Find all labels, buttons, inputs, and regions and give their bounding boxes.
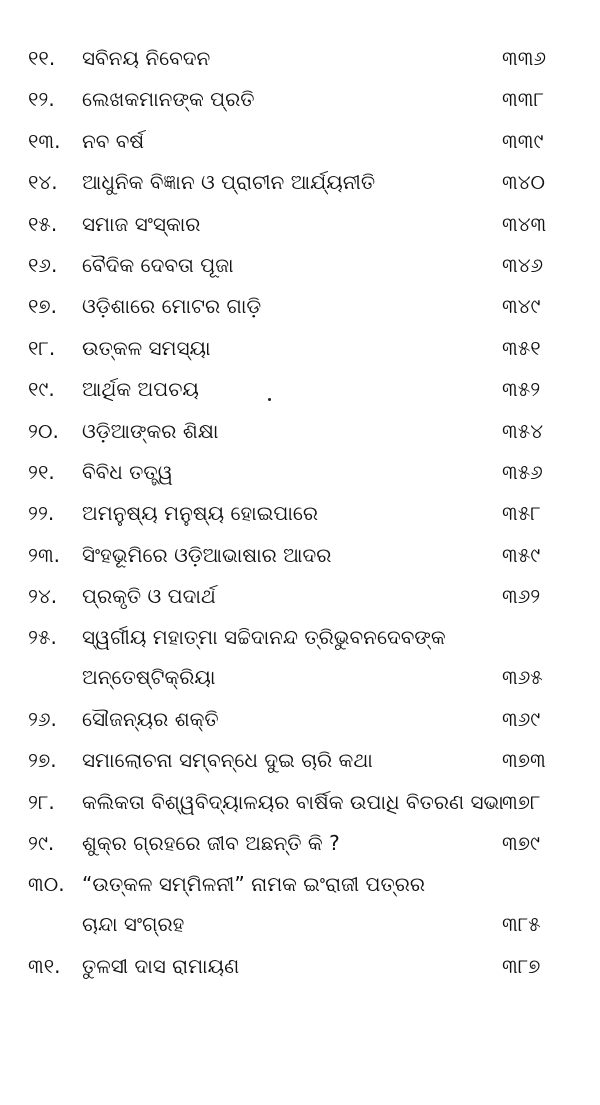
entry-page-number: ୩୭୩	[502, 748, 546, 773]
entry-title-line: ଉତ୍କଳ ସମସ୍ୟା	[82, 335, 211, 360]
entry-number: ୧୭.	[28, 294, 58, 319]
entry-page-number: ୩୮୫	[502, 912, 541, 937]
entry-page-number: ୩୪୯	[502, 294, 541, 319]
entry-page-number: ୩୭୯	[502, 831, 540, 856]
entry-title-line: ଆର୍ଥିକ ଅପଚୟ	[82, 377, 199, 402]
toc-entry	[28, 85, 568, 113]
entry-title-line: କଲିକତା ବିଶ୍ୱବିଦ୍ୟାଳୟର ବାର୍ଷିକ ଉପାଧି ବିତରଣ ସଭା	[82, 789, 504, 814]
toc-entry	[28, 251, 568, 279]
entry-number: ୨୩.	[28, 542, 61, 567]
entry-number: ୨୭.	[28, 748, 57, 773]
toc-entry	[28, 168, 568, 196]
entry-title	[82, 375, 568, 403]
entry-title-line: ଆଧୁନିକ ବିଜ୍ଞାନ ଓ ପ୍ରାଚୀନ ଆର୍ଯ୍ୟନୀତି	[82, 170, 376, 195]
entry-page-number: ୩୪୦	[502, 170, 546, 195]
entry-title	[82, 85, 568, 113]
entry-page-number: ୩୬୫	[502, 665, 543, 690]
entry-title	[82, 499, 568, 527]
toc-entry	[28, 705, 568, 733]
entry-title	[82, 251, 568, 279]
entry-title-line: ଓଡ଼ିଆଙ୍କର ଶିକ୍ଷା	[82, 418, 219, 443]
entry-title-line: ସମାଜ ସଂସ୍କାର	[82, 211, 201, 236]
toc-entry	[28, 870, 568, 938]
entry-title-line: ସ୍ୱର୍ଗୀୟ ମହାତ୍ମା ସଚ୍ଚିଦାନନ୍ଦ ତ୍ରିଭୁବନଦେବଙ୍କ	[82, 625, 446, 650]
entry-number: ୧୪.	[28, 170, 58, 195]
table-of-contents	[28, 44, 568, 993]
toc-entry	[28, 952, 568, 980]
entry-title	[82, 829, 568, 857]
entry-title	[82, 458, 568, 486]
entry-number: ୨୬.	[28, 706, 57, 731]
entry-number: ୧୮.	[28, 335, 56, 360]
entry-title	[82, 292, 568, 320]
entry-title-line: ବୈଦିକ ଦେବତା ପୂଜା	[82, 252, 234, 277]
entry-title-line: ଲେଖକମାନଙ୍କ ପ୍ରତି	[82, 87, 255, 112]
entry-page-number: ୩୮୭	[502, 953, 541, 978]
toc-entry	[28, 210, 568, 238]
entry-number: ୩୦.	[28, 872, 65, 897]
entry-title-line: ବିବିଧ ତତ୍ତ୍ୱ	[82, 459, 173, 484]
entry-title-line: ସବିନୟ ନିବେଦନ	[82, 46, 211, 70]
entry-title	[82, 417, 568, 445]
toc-entry	[28, 334, 568, 362]
toc-entry	[28, 829, 568, 857]
entry-title	[82, 705, 568, 733]
entry-title	[82, 623, 568, 691]
entry-title	[82, 582, 568, 610]
entry-number: ୨୯.	[28, 831, 55, 856]
entry-title	[82, 952, 568, 980]
toc-entry	[28, 746, 568, 774]
entry-page-number: ୩୩୮	[502, 87, 544, 112]
entry-page-number: ୩୫୧	[502, 335, 541, 360]
entry-page-number: ୩୫୬	[502, 459, 543, 484]
entry-title	[82, 210, 568, 238]
entry-title-line: ତୁଳସୀ ଦାସ ରାମାୟଣ	[82, 953, 240, 978]
entry-number: ୨୨.	[28, 501, 55, 526]
entry-title	[82, 127, 568, 155]
toc-entry	[28, 541, 568, 569]
entry-page-number: ୩୩୯	[502, 128, 544, 153]
entry-title	[82, 541, 568, 569]
entry-title-line: ନବ ବର୍ଷ	[82, 128, 145, 153]
stray-dot-mark	[268, 398, 271, 401]
entry-title-line: ସିଂହଭୂମିରେ ଓଡ଼ିଆଭାଷାର ଆଦର	[82, 542, 332, 567]
entry-page-number: ୩୫୯	[502, 542, 541, 567]
entry-number: ୧୯.	[28, 377, 55, 402]
entry-number: ୧୬.	[28, 252, 58, 277]
entry-title-line: “ଉତ୍କଳ ସମ୍ମିଳନୀ” ନାମକ ଇଂରାଜୀ ପତ୍ରର	[82, 872, 426, 897]
entry-page-number: ୩୫୮	[502, 501, 541, 526]
entry-title-line: ଓଡ଼ିଶାରେ ମୋଟର ଗାଡ଼ି	[82, 294, 262, 319]
entry-number: ୧୨.	[28, 87, 55, 112]
entry-number: ୩୧.	[28, 953, 61, 978]
entry-number: ୨୧.	[28, 459, 55, 484]
entry-page-number: ୩୪୬	[502, 252, 544, 277]
entry-page-number: ୩୪୩	[502, 211, 547, 236]
entry-title-line: ସମାଲୋଚନା ସମ୍ବନ୍ଧେ ଦୁଇ ଚାରି କଥା	[82, 748, 373, 773]
entry-title-line: ଅନ୍ତେଷ୍ଟିକ୍ରିୟା	[82, 665, 216, 690]
entry-title-line: ଶୁକ୍ର ଗ୍ରହରେ ଜୀବ ଅଛନ୍ତି କି ?	[82, 831, 340, 856]
entry-title-line: ପ୍ରକୃତି ଓ ପଦାର୍ଥ	[82, 584, 216, 609]
entry-number: ୨୪.	[28, 584, 58, 609]
entry-title	[82, 334, 568, 362]
entry-title-line: ଅମନୁଷ୍ୟ ମନୁଷ୍ୟ ହୋଇପାରେ	[82, 501, 319, 526]
entry-title	[82, 168, 568, 196]
entry-title	[82, 44, 568, 72]
toc-entry	[28, 127, 568, 155]
toc-entry	[28, 417, 568, 445]
entry-number: ୨୮.	[28, 789, 55, 814]
toc-entry	[28, 623, 568, 691]
entry-title-line: ସୌଜନ୍ୟର ଶକ୍ତି	[82, 706, 219, 731]
entry-number: ୧୫.	[28, 211, 58, 236]
toc-entry	[28, 458, 568, 486]
toc-entry	[28, 499, 568, 527]
entry-page-number: ୩୫୨	[502, 377, 541, 402]
entry-page-number: ୩୭୮	[502, 789, 541, 814]
toc-entry	[28, 375, 568, 403]
entry-page-number: ୩୬୯	[502, 706, 541, 731]
toc-entry	[28, 788, 568, 816]
entry-number: ୨୫.	[28, 625, 57, 650]
entry-title	[82, 746, 568, 774]
entry-page-number: ୩୬୨	[502, 584, 541, 609]
toc-entry	[28, 292, 568, 320]
entry-number: ୧୩.	[28, 128, 61, 153]
entry-title-line: ଚାନ୍ଦା ସଂଗ୍ରହ	[82, 912, 185, 937]
entry-page-number: ୩୫୪	[502, 418, 544, 443]
entry-number: ୧୧.	[28, 46, 56, 70]
entry-title	[82, 870, 568, 938]
toc-entry	[28, 44, 568, 72]
toc-entry	[28, 582, 568, 610]
entry-page-number: ୩୩୬	[502, 46, 546, 70]
entry-number: ୨୦.	[28, 418, 59, 443]
